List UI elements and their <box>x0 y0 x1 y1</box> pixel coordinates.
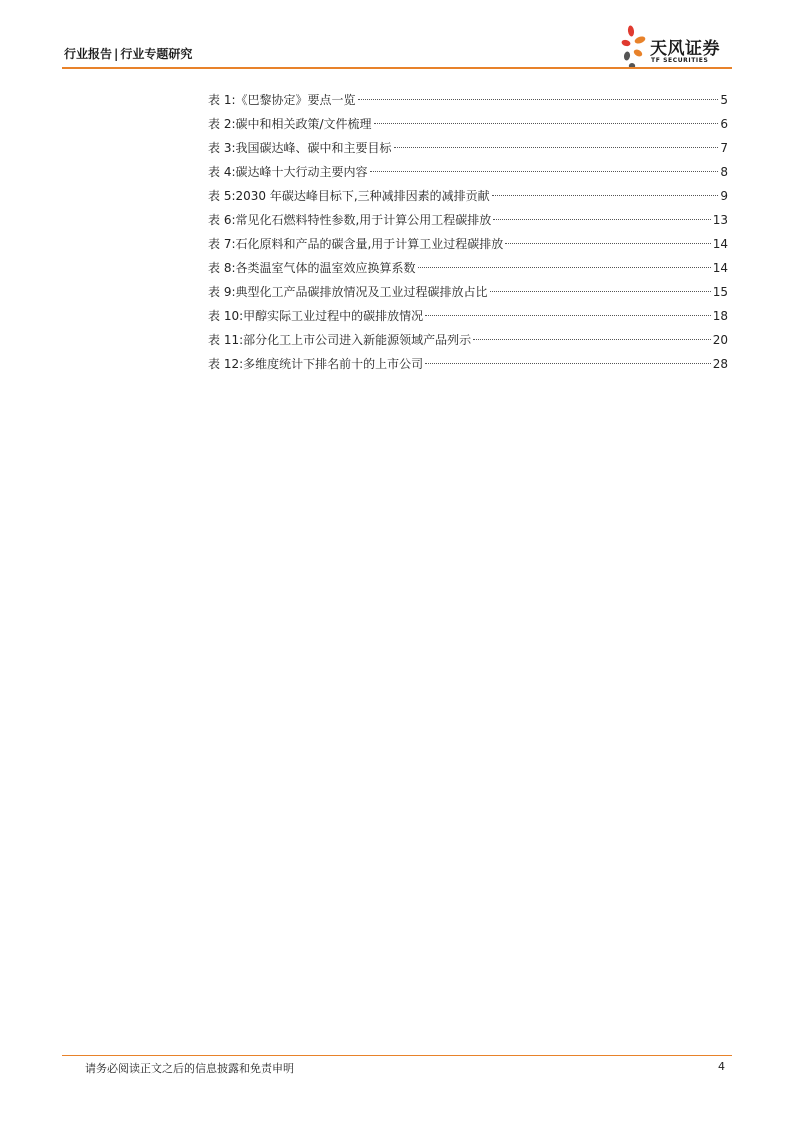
flower-petals-logo-icon <box>620 24 650 70</box>
table-of-figures-list <box>208 88 728 376</box>
toc-entry-page: 18 <box>712 309 728 323</box>
toc-leader-dots <box>358 99 719 100</box>
toc-entry-page: 13 <box>712 213 728 227</box>
toc-entry[interactable] <box>208 280 728 304</box>
toc-entry-title: 表 1:《巴黎协定》要点一览 <box>208 93 356 107</box>
footer-page-number: 4 <box>718 1060 725 1073</box>
toc-leader-dots <box>492 195 719 196</box>
toc-entry-title: 表 8:各类温室气体的温室效应换算系数 <box>208 261 416 275</box>
report-category: 行业报告 <box>64 47 113 61</box>
toc-leader-dots <box>425 315 711 316</box>
toc-entry-page: 6 <box>720 117 728 131</box>
toc-entry-page: 20 <box>712 333 728 347</box>
toc-entry-page: 7 <box>720 141 728 155</box>
toc-entry-page: 14 <box>712 261 728 275</box>
toc-entry[interactable] <box>208 232 728 256</box>
toc-entry[interactable] <box>208 160 728 184</box>
toc-leader-dots <box>505 243 710 244</box>
toc-entry[interactable] <box>208 136 728 160</box>
toc-entry[interactable] <box>208 88 728 112</box>
toc-entry-page: 9 <box>720 189 728 203</box>
toc-entry-page: 5 <box>720 93 728 107</box>
report-type-header <box>64 45 192 62</box>
toc-entry[interactable] <box>208 328 728 352</box>
toc-leader-dots <box>370 171 719 172</box>
footer-disclaimer: 请务必阅读正文之后的信息披露和免责申明 <box>85 1062 294 1075</box>
toc-leader-dots <box>418 267 711 268</box>
toc-leader-dots <box>490 291 711 292</box>
toc-entry[interactable] <box>208 208 728 232</box>
toc-entry-title: 表 11:部分化工上市公司进入新能源领域产品列示 <box>208 333 472 347</box>
toc-entry-page: 8 <box>720 165 728 179</box>
toc-entry-page: 28 <box>712 357 728 371</box>
toc-leader-dots <box>493 219 710 220</box>
logo-name-en: TF SECURITIES <box>651 57 709 64</box>
toc-entry-page: 15 <box>712 285 728 299</box>
toc-entry[interactable] <box>208 352 728 376</box>
footer-divider <box>62 1055 732 1056</box>
toc-entry-title: 表 12:多维度统计下排名前十的上市公司 <box>208 357 424 371</box>
toc-entry-title: 表 2:碳中和相关政策/文件梳理 <box>208 117 372 131</box>
toc-leader-dots <box>394 147 719 148</box>
toc-entry[interactable] <box>208 184 728 208</box>
toc-entry-page: 14 <box>712 237 728 251</box>
toc-entry-title: 表 3:我国碳达峰、碳中和主要目标 <box>208 141 392 155</box>
toc-entry-title: 表 7:石化原料和产品的碳含量,用于计算工业过程碳排放 <box>208 237 504 251</box>
report-subcategory: 行业专题研究 <box>120 47 193 61</box>
toc-entry[interactable] <box>208 304 728 328</box>
toc-entry-title: 表 5:2030 年碳达峰目标下,三种减排因素的减排贡献 <box>208 189 490 203</box>
toc-leader-dots <box>374 123 719 124</box>
toc-entry[interactable] <box>208 256 728 280</box>
toc-entry-title: 表 4:碳达峰十大行动主要内容 <box>208 165 368 179</box>
toc-leader-dots <box>473 339 711 340</box>
toc-leader-dots <box>425 363 711 364</box>
toc-entry-title: 表 9:典型化工产品碳排放情况及工业过程碳排放占比 <box>208 285 488 299</box>
header-divider <box>62 67 732 69</box>
toc-entry-title: 表 6:常见化石燃料特性参数,用于计算公用工程碳排放 <box>208 213 492 227</box>
logo-name-cn: 天风证券 <box>650 39 720 59</box>
toc-entry-title: 表 10:甲醇实际工业过程中的碳排放情况 <box>208 309 424 323</box>
tf-securities-logo <box>620 24 732 70</box>
header-separator: | <box>114 47 119 61</box>
toc-entry[interactable] <box>208 112 728 136</box>
